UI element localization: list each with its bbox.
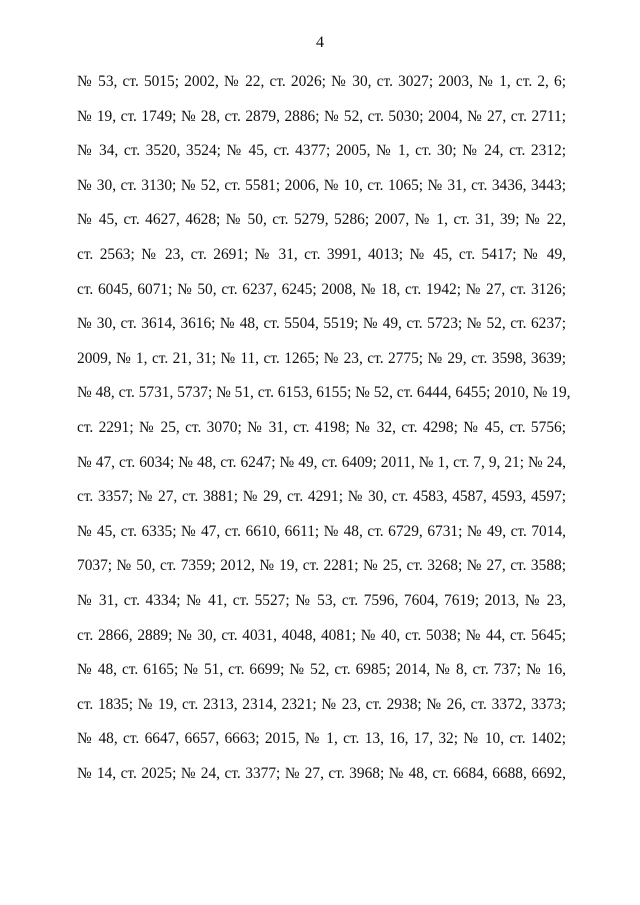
text-line: ст. 2866, 2889; № 30, ст. 4031, 4048, 4081; № 40, ст. 5038; № 44, ст. 5645; — [77, 626, 566, 644]
text-line: 7037; № 50, ст. 7359; 2012, № 19, ст. 2281; № 25, ст. 3268; № 27, ст. 3588; — [77, 557, 566, 575]
text-line: № 53, ст. 5015; 2002, № 22, ст. 2026; № 30, ст. 3027; 2003, № 1, ст. 2, 6; — [77, 73, 566, 90]
text-line: № 48, ст. 6647, 6657, 6663; 2015, № 1, ст. 13, 16, 17, 32; № 10, ст. 1402; — [77, 730, 566, 748]
text-line: № 30, ст. 3130; № 52, ст. 5581; 2006, № 10, ст. 1065; № 31, ст. 3436, 3443; — [77, 176, 566, 194]
text-line: № 47, ст. 6034; № 48, ст. 6247; № 49, ст. 6409; 2011, № 1, ст. 7, 9, 21; № 24, — [77, 453, 566, 471]
body-text — [77, 73, 571, 799]
text-line: № 48, ст. 5731, 5737; № 51, ст. 6153, 6155; № 52, ст. 6444, 6455; 2010, № 19, — [77, 384, 571, 402]
text-line: ст. 6045, 6071; № 50, ст. 6237, 6245; 2008, № 18, ст. 1942; № 27, ст. 3126; — [77, 280, 566, 298]
text-line: № 30, ст. 3614, 3616; № 48, ст. 5504, 5519; № 49, ст. 5723; № 52, ст. 6237; — [77, 315, 566, 333]
text-line: 2009, № 1, ст. 21, 31; № 11, ст. 1265; № 23, ст. 2775; № 29, ст. 3598, 3639; — [77, 349, 566, 367]
text-line: № 45, ст. 4627, 4628; № 50, ст. 5279, 5286; 2007, № 1, ст. 31, 39; № 22, — [77, 211, 566, 229]
text-line: № 45, ст. 6335; № 47, ст. 6610, 6611; № 48, ст. 6729, 6731; № 49, ст. 7014, — [77, 522, 566, 540]
text-line: № 31, ст. 4334; № 41, ст. 5527; № 53, ст. 7596, 7604, 7619; 2013, № 23, — [77, 591, 566, 609]
text-line: ст. 3357; № 27, ст. 3881; № 29, ст. 4291; № 30, ст. 4583, 4587, 4593, 4597; — [77, 488, 566, 506]
text-line: ст. 2291; № 25, ст. 3070; № 31, ст. 4198; № 32, ст. 4298; № 45, ст. 5756; — [77, 418, 566, 436]
text-line: ст. 1835; № 19, ст. 2313, 2314, 2321; № 23, ст. 2938; № 26, ст. 3372, 3373; — [77, 695, 566, 713]
text-line: № 14, ст. 2025; № 24, ст. 3377; № 27, ст. 3968; № 48, ст. 6684, 6688, 6692, — [77, 764, 566, 782]
text-line: ст. 2563; № 23, ст. 2691; № 31, ст. 3991, 4013; № 45, ст. 5417; № 49, — [77, 245, 566, 263]
text-line: № 34, ст. 3520, 3524; № 45, ст. 4377; 2005, № 1, ст. 30; № 24, ст. 2312; — [77, 142, 566, 160]
page-number: 4 — [316, 34, 324, 51]
text-line: № 19, ст. 1749; № 28, ст. 2879, 2886; № 52, ст. 5030; 2004, № 27, ст. 2711; — [77, 107, 566, 125]
text-line: № 48, ст. 6165; № 51, ст. 6699; № 52, ст. 6985; 2014, № 8, ст. 737; № 16, — [77, 661, 566, 679]
